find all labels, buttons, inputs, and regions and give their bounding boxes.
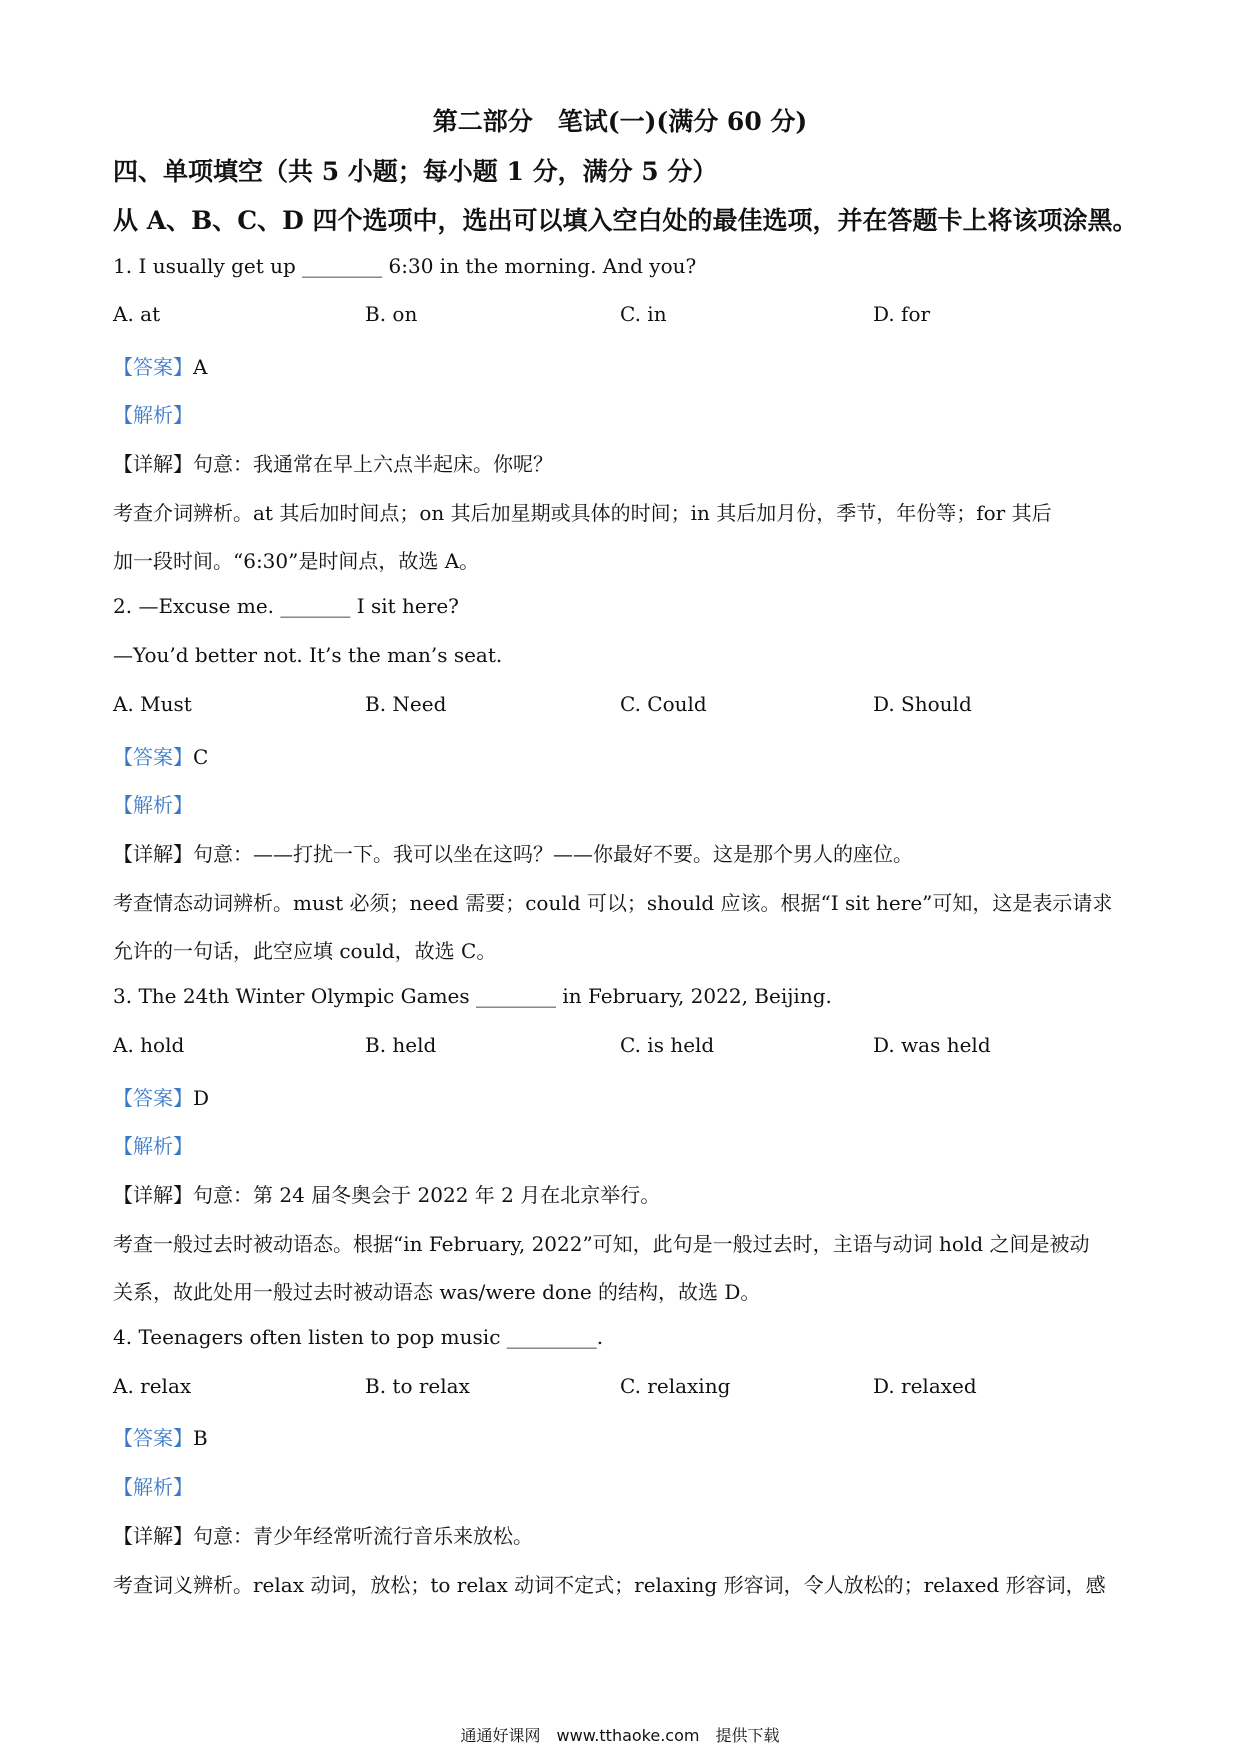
answer-label: 【答案】 [113,1086,193,1110]
question-1-detail: 【详解】句意：我通常在早上六点半起床。你呢？ [113,452,553,476]
question-1-option-d: D. for [873,302,931,326]
answer-value: D [193,1086,210,1110]
question-2-option-a: A. Must [113,692,192,716]
question-4-analysis-label: 【解析】 [113,1475,193,1499]
answer-label: 【答案】 [113,745,193,769]
question-1-stem: 1. I usually get up ________ 6:30 in the morning. And you? [113,254,697,278]
answer-label: 【答案】 [113,355,193,379]
answer-label: 【答案】 [113,1426,193,1450]
question-1-option-c: C. in [620,302,667,326]
question-3-analysis-label: 【解析】 [113,1134,193,1158]
question-2-option-b: B. Need [365,692,447,716]
page-title: 第二部分 笔试(一)(满分 60 分) [432,107,808,136]
question-4-explanation-line-1: 考查词义辨析。relax 动词，放松；to relax 动词不定式；relaxing 形容词，令人放松的；relaxed 形容词，感 [113,1573,1106,1597]
question-3-detail: 【详解】句意：第 24 届冬奥会于 2022 年 2 月在北京举行。 [113,1183,661,1207]
question-4-stem: 4. Teenagers often listen to pop music _________. [113,1325,604,1349]
question-1-option-a: A. at [113,302,161,326]
question-2-option-c: C. Could [620,692,707,716]
page-footer: 通通好课网 www.tthaoke.com 提供下载 [460,1726,780,1745]
question-2-detail: 【详解】句意：——打扰一下。我可以坐在这吗？——你最好不要。这是那个男人的座位。 [113,842,913,866]
question-4-detail: 【详解】句意：青少年经常听流行音乐来放松。 [113,1524,533,1548]
answer-value: B [193,1426,208,1450]
question-4-option-c: C. relaxing [620,1374,731,1398]
question-2-stem: 2. —Excuse me. _______ I sit here? [113,594,459,618]
question-4-answer [113,1422,208,1451]
question-2-explanation-line-2: 允许的一句话，此空应填 could，故选 C。 [113,939,497,963]
question-2-option-d: D. Should [873,692,972,716]
section-instruction: 从 A、B、C、D 四个选项中，选出可以填入空白处的最佳选项，并在答题卡上将该项涂黑。 [113,206,1138,235]
section-heading: 四、单项填空（共 5 小题；每小题 1 分，满分 5 分） [113,157,718,186]
question-1-answer [113,351,207,380]
question-3-explanation-line-2: 关系，故此处用一般过去时被动语态 was/were done 的结构，故选 D。 [113,1280,761,1304]
question-1-analysis-label: 【解析】 [113,403,193,427]
question-2-reply: —You’d better not. It’s the man’s seat. [113,643,503,667]
question-3-option-d: D. was held [873,1033,991,1057]
question-2-analysis-label: 【解析】 [113,793,193,817]
question-3-option-c: C. is held [620,1033,715,1057]
question-4-option-d: D. relaxed [873,1374,977,1398]
question-3-answer [113,1082,209,1111]
question-3-option-b: B. held [365,1033,437,1057]
question-4-option-b: B. to relax [365,1374,470,1398]
question-1-explanation-line-1: 考查介词辨析。at 其后加时间点；on 其后加星期或具体的时间；in 其后加月份，季节，年份等；for 其后 [113,501,1052,525]
question-1-option-b: B. on [365,302,418,326]
question-4-option-a: A. relax [113,1374,192,1398]
question-1-explanation-line-2: 加一段时间。“6:30”是时间点，故选 A。 [113,549,480,573]
question-3-stem: 3. The 24th Winter Olympic Games ________ in February, 2022, Beijing. [113,984,832,1008]
question-3-option-a: A. hold [113,1033,185,1057]
answer-value: A [193,355,208,379]
question-3-explanation-line-1: 考查一般过去时被动语态。根据“in February, 2022”可知，此句是一般过去时，主语与动词 hold 之间是被动 [113,1232,1090,1256]
question-2-explanation-line-1: 考查情态动词辨析。must 必须；need 需要；could 可以；should 应该。根据“I sit here”可知，这是表示请求 [113,891,1113,915]
question-2-answer [113,741,208,770]
answer-value: C [193,745,209,769]
